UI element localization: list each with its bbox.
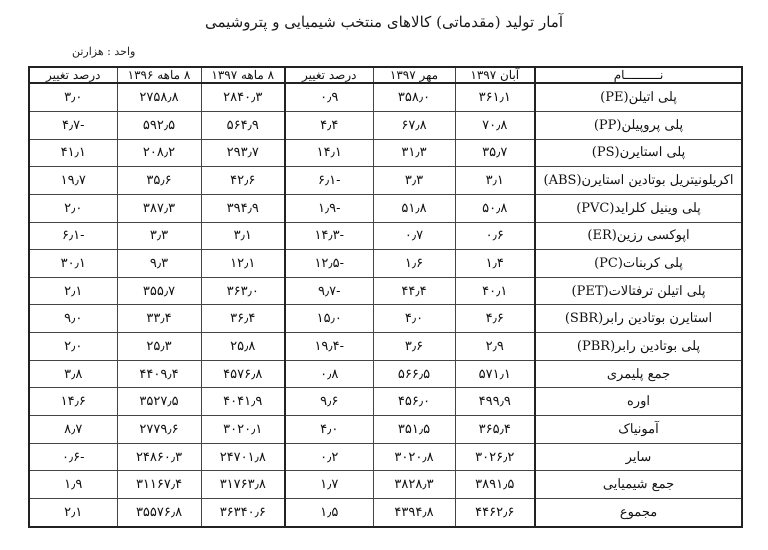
value-8month-1397: ۳۶۳٫۰	[201, 277, 285, 305]
value-aban-1397: ۴۰٫۱	[455, 277, 535, 305]
table-row	[29, 250, 742, 278]
value-aban-1397: ۳۸۹۱٫۵	[455, 471, 535, 499]
value-8month-1397: ۱۲٫۱	[201, 250, 285, 278]
table-row	[29, 83, 742, 112]
table-row	[29, 305, 742, 333]
product-name: آمونیاک	[535, 416, 742, 444]
value-8month-1396: ۴۴۰۹٫۴	[117, 360, 201, 388]
table-row	[29, 388, 742, 416]
table-row	[29, 443, 742, 471]
value-8month-change: ۱۴٫۶	[29, 388, 117, 416]
product-name: سایر	[535, 443, 742, 471]
value-monthly-change: -۱۲٫۵	[285, 250, 373, 278]
value-aban-1397: ۵۷۱٫۱	[455, 360, 535, 388]
value-8month-change: ۲٫۰	[29, 333, 117, 361]
value-8month-1397: ۴۰۴۱٫۹	[201, 388, 285, 416]
header-monthly-change: درصد تغییر	[285, 67, 373, 83]
value-8month-1396: ۵۹۲٫۵	[117, 112, 201, 140]
value-monthly-change: -۶٫۱	[285, 167, 373, 195]
value-mehr-1397: ۳۰۲۰٫۸	[373, 443, 455, 471]
table-row	[29, 416, 742, 444]
value-mehr-1397: ۳۵۸٫۰	[373, 83, 455, 112]
table-row	[29, 360, 742, 388]
value-8month-change: -۶٫۱	[29, 222, 117, 250]
value-monthly-change: ۰٫۸	[285, 360, 373, 388]
value-mehr-1397: ۴٫۰	[373, 305, 455, 333]
value-monthly-change: ۱۴٫۱	[285, 139, 373, 167]
value-8month-1396: ۳۵۵۷۶٫۸	[117, 498, 201, 527]
product-name: پلی کربنات(PC)	[535, 250, 742, 278]
value-8month-change: ۳۰٫۱	[29, 250, 117, 278]
product-name: پلی اتیلن(PE)	[535, 83, 742, 112]
product-name: پلی پروپیلن(PP)	[535, 112, 742, 140]
table-row	[29, 277, 742, 305]
value-monthly-change: -۱٫۹	[285, 194, 373, 222]
product-name: پلی وینیل کلراید(PVC)	[535, 194, 742, 222]
header-8month-change: درصد تغییر	[29, 67, 117, 83]
value-8month-1397: ۳۶٫۴	[201, 305, 285, 333]
value-aban-1397: ۲٫۹	[455, 333, 535, 361]
value-monthly-change: ۱٫۵	[285, 498, 373, 527]
value-mehr-1397: ۰٫۷	[373, 222, 455, 250]
value-monthly-change: ۹٫۶	[285, 388, 373, 416]
value-8month-change: ۱۹٫۷	[29, 167, 117, 195]
unit-label: واحد : هزارتن	[72, 45, 136, 58]
value-8month-change: ۲٫۰	[29, 194, 117, 222]
value-monthly-change: ۰٫۹	[285, 83, 373, 112]
value-8month-change: ۲٫۱	[29, 277, 117, 305]
table-title: آمار تولید (مقدماتی) کالاهای منتخب شیمیایی و پتروشیمی	[204, 13, 564, 31]
value-8month-1397: ۲۸۴۰٫۳	[201, 83, 285, 112]
value-mehr-1397: ۵۱٫۸	[373, 194, 455, 222]
table-row	[29, 498, 742, 527]
product-name: اکریلونیتریل بوتادین استایرن(ABS)	[535, 167, 742, 195]
value-8month-1396: ۳۵۲۷٫۵	[117, 388, 201, 416]
value-aban-1397: ۷۰٫۸	[455, 112, 535, 140]
value-monthly-change: ۰٫۲	[285, 443, 373, 471]
header-8month-1396: ۸ ماهه ۱۳۹۶	[117, 67, 201, 83]
value-8month-change: ۴۱٫۱	[29, 139, 117, 167]
value-8month-1397: ۲۹۳٫۷	[201, 139, 285, 167]
product-name: اپوکسی رزین(ER)	[535, 222, 742, 250]
product-name: مجموع	[535, 498, 742, 527]
value-8month-1396: ۳۵٫۶	[117, 167, 201, 195]
value-8month-1397: ۳۹۴٫۹	[201, 194, 285, 222]
value-aban-1397: ۳۵٫۷	[455, 139, 535, 167]
value-8month-change: ۳٫۰	[29, 83, 117, 112]
production-table	[28, 66, 743, 528]
value-8month-1397: ۳٫۱	[201, 222, 285, 250]
value-8month-change: -۴٫۷	[29, 112, 117, 140]
product-name: پلی استایرن(PS)	[535, 139, 742, 167]
value-aban-1397: ۳۶۱٫۱	[455, 83, 535, 112]
value-mehr-1397: ۳۱٫۳	[373, 139, 455, 167]
value-mehr-1397: ۳٫۳	[373, 167, 455, 195]
value-monthly-change: ۴٫۰	[285, 416, 373, 444]
value-8month-1396: ۳۳٫۴	[117, 305, 201, 333]
value-8month-1396: ۳۱۱۶۷٫۴	[117, 471, 201, 499]
value-8month-1397: ۳۶۳۴۰٫۶	[201, 498, 285, 527]
table-row	[29, 194, 742, 222]
header-mehr-1397: مهر ۱۳۹۷	[373, 67, 455, 83]
product-name: جمع پلیمری	[535, 360, 742, 388]
product-name: اوره	[535, 388, 742, 416]
value-aban-1397: ۳۶۵٫۴	[455, 416, 535, 444]
value-8month-1397: ۴۲٫۶	[201, 167, 285, 195]
value-aban-1397: ۱٫۴	[455, 250, 535, 278]
table-row	[29, 333, 742, 361]
table-row	[29, 139, 742, 167]
value-8month-1396: ۲۰۸٫۲	[117, 139, 201, 167]
value-8month-1396: ۲۴۸۶۰٫۳	[117, 443, 201, 471]
value-8month-1396: ۲۷۷۹٫۶	[117, 416, 201, 444]
value-mehr-1397: ۳۸۲۸٫۳	[373, 471, 455, 499]
table-row	[29, 112, 742, 140]
value-aban-1397: ۴۹۹٫۹	[455, 388, 535, 416]
value-monthly-change: -۹٫۷	[285, 277, 373, 305]
value-mehr-1397: ۴۳۹۴٫۸	[373, 498, 455, 527]
value-8month-1397: ۲۴۷۰۱٫۸	[201, 443, 285, 471]
value-8month-1396: ۳۵۵٫۷	[117, 277, 201, 305]
value-aban-1397: ۳۰۲۶٫۲	[455, 443, 535, 471]
value-8month-change: ۹٫۰	[29, 305, 117, 333]
value-mehr-1397: ۱٫۶	[373, 250, 455, 278]
value-8month-change: ۱٫۹	[29, 471, 117, 499]
table-row	[29, 167, 742, 195]
header-row	[29, 67, 742, 83]
value-8month-1396: ۲۵٫۳	[117, 333, 201, 361]
value-8month-1397: ۲۵٫۸	[201, 333, 285, 361]
value-aban-1397: ۰٫۶	[455, 222, 535, 250]
product-name: جمع شیمیایی	[535, 471, 742, 499]
header-aban-1397: آبان ۱۳۹۷	[455, 67, 535, 83]
value-aban-1397: ۵۰٫۸	[455, 194, 535, 222]
value-monthly-change: -۱۹٫۴	[285, 333, 373, 361]
value-aban-1397: ۴۴۶۲٫۶	[455, 498, 535, 527]
value-8month-change: ۸٫۷	[29, 416, 117, 444]
product-name: استایرن بوتادین رابر(SBR)	[535, 305, 742, 333]
value-8month-1397: ۳۱۷۶۳٫۸	[201, 471, 285, 499]
table-row	[29, 471, 742, 499]
table-row	[29, 222, 742, 250]
header-name: نــــــــــام	[535, 67, 742, 83]
value-mehr-1397: ۴۴٫۴	[373, 277, 455, 305]
value-8month-1397: ۴۵۷۶٫۸	[201, 360, 285, 388]
value-mehr-1397: ۶۷٫۸	[373, 112, 455, 140]
value-mehr-1397: ۵۶۶٫۵	[373, 360, 455, 388]
value-8month-1397: ۳۰۲۰٫۱	[201, 416, 285, 444]
value-8month-1396: ۳٫۳	[117, 222, 201, 250]
value-8month-change: -۰٫۶	[29, 443, 117, 471]
value-aban-1397: ۳٫۱	[455, 167, 535, 195]
header-8month-1397: ۸ ماهه ۱۳۹۷	[201, 67, 285, 83]
product-name: پلی اتیلن ترفتالات(PET)	[535, 277, 742, 305]
value-mehr-1397: ۴۵۶٫۰	[373, 388, 455, 416]
value-monthly-change: ۴٫۴	[285, 112, 373, 140]
value-mehr-1397: ۳۵۱٫۵	[373, 416, 455, 444]
value-mehr-1397: ۳٫۶	[373, 333, 455, 361]
product-name: پلی بوتادین رابر(PBR)	[535, 333, 742, 361]
value-8month-1396: ۲۷۵۸٫۸	[117, 83, 201, 112]
value-8month-change: ۳٫۸	[29, 360, 117, 388]
value-8month-1397: ۵۶۴٫۹	[201, 112, 285, 140]
value-aban-1397: ۴٫۶	[455, 305, 535, 333]
value-8month-change: ۲٫۱	[29, 498, 117, 527]
value-monthly-change: ۱٫۷	[285, 471, 373, 499]
value-monthly-change: -۱۴٫۳	[285, 222, 373, 250]
value-8month-1396: ۳۸۷٫۳	[117, 194, 201, 222]
value-8month-1396: ۹٫۳	[117, 250, 201, 278]
value-monthly-change: ۱۵٫۰	[285, 305, 373, 333]
